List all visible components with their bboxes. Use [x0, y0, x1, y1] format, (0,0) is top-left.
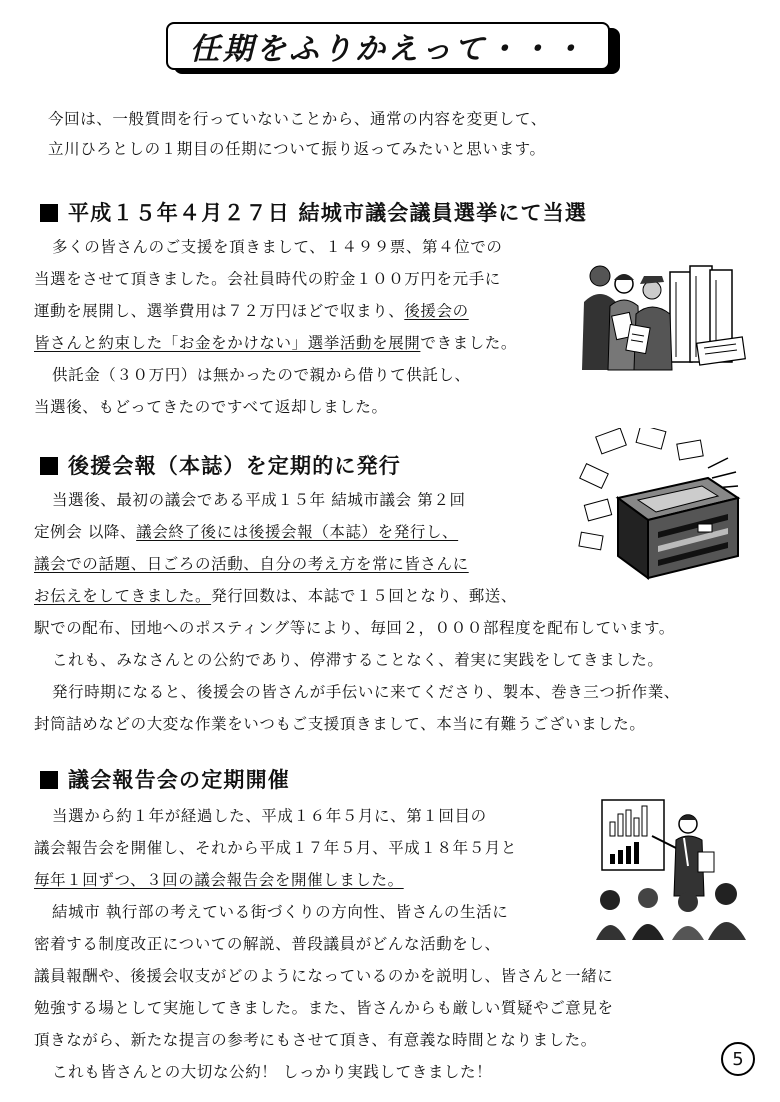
- page-title: 任期をふりかえって・・・: [166, 22, 610, 70]
- section1-heading-text: 平成１５年４月２７日 結城市議会議員選挙にて当選: [68, 201, 588, 225]
- section1-heading: [40, 197, 587, 227]
- copier-illustration: [578, 428, 748, 588]
- section1-line-5: 供託金（３０万円）は無かったので親から借りて供託し、: [52, 366, 471, 384]
- section2-line-4: [34, 585, 517, 607]
- section2-heading: [40, 450, 401, 480]
- section1-line-3b-underlined: 後援会の: [404, 302, 469, 320]
- section1-line-4a-underlined: 皆さんと約束した「お金をかけない」選挙活動を展開: [34, 334, 421, 352]
- section3-heading: [40, 764, 290, 794]
- section2-line-6: これも、みなさんとの公約であり、停滞することなく、着実に実践をしてきました。: [52, 651, 664, 669]
- section2-line-4a-underlined: お伝えをしてきました。: [34, 587, 212, 605]
- section3-line-2: 議会報告会を開催し、それから平成１７年５月、平成１８年５月と: [34, 839, 518, 857]
- section2-line-4b: 発行回数は、本誌で１５回となり、郵送、: [211, 587, 518, 605]
- section2-line-7: 発行時期になると、後援会の皆さんが手伝いに来てくださり、製本、巻き三つ折作業、: [52, 683, 680, 701]
- section3-line-1: 当選から約１年が経過した、平成１６年５月に、第１回目の: [52, 807, 487, 825]
- section3-line-3-underlined: 毎年１回ずつ、３回の議会報告会を開催しました。: [34, 871, 404, 889]
- page-number: 5: [721, 1042, 755, 1076]
- section1-line-3a: 運動を展開し、選挙費用は７２万円ほどで収まり、: [34, 302, 405, 320]
- section1-line-2: 当選をさせて頂きました。会社員時代の貯金１００万円を元手に: [34, 270, 501, 288]
- section1-line-1: 多くの皆さんのご支援を頂きまして、１４９９票、第４位での: [52, 238, 503, 256]
- intro-line-2: 立川ひろとしの１期目の任期について振り返ってみたいと思います。: [48, 140, 546, 158]
- presentation-illustration: [596, 796, 748, 940]
- section2-line-8: 封筒詰めなどの大変な作業をいつもご支援頂きまして、本当に有難うございました。: [34, 715, 646, 733]
- section2-heading-text: 後援会報（本誌）を定期的に発行: [68, 454, 401, 478]
- square-bullet-icon: [40, 771, 58, 789]
- section1-line-6: 当選後、もどってきたのですべて返却しました。: [34, 398, 388, 416]
- section2-line-2: [34, 521, 458, 543]
- section2-line-2b-underlined: 議会終了後には後援会報（本誌）を発行し、: [136, 523, 459, 541]
- square-bullet-icon: [40, 204, 58, 222]
- section1-line-3: [34, 300, 469, 322]
- campaign-people-illustration: [578, 262, 750, 372]
- section2-line-5: 駅での配布、団地へのポスティング等により、毎回２，０００部程度を配布しています。: [34, 619, 675, 637]
- section2-line-1: 当選後、最初の議会である平成１５年 結城市議会 第２回: [52, 491, 466, 509]
- section3-line-8: 頂きながら、新たな提言の参考にもさせて頂き、有意義な時間となりました。: [34, 1031, 597, 1049]
- intro-line-1: 今回は、一般質問を行っていないことから、通常の内容を変更して、: [48, 110, 547, 128]
- section2-line-3-underlined: 議会での話題、日ごろの活動、自分の考え方を常に皆さんに: [34, 555, 469, 573]
- section3-line-7: 勉強する場として実施してきました。また、皆さんからも厳しい質疑やご意見を: [34, 999, 614, 1017]
- section3-line-4: 結城市 執行部の考えている街づくりの方向性、皆さんの生活に: [52, 903, 509, 921]
- square-bullet-icon: [40, 457, 58, 475]
- section1-line-4: [34, 332, 517, 354]
- section3-line-9: これも皆さんとの大切な公約！ しっかり実践してきました！: [52, 1063, 493, 1081]
- section1-line-4b: できました。: [420, 334, 518, 352]
- section3-line-6: 議員報酬や、後援会収支がどのようになっているのかを説明し、皆さんと一緒に: [34, 967, 614, 985]
- section2-line-2a: 定例会 以降、: [34, 523, 137, 541]
- section3-line-5: 密着する制度改正についての解説、普段議員がどんな活動をし、: [34, 935, 501, 953]
- section3-heading-text: 議会報告会の定期開催: [68, 768, 290, 792]
